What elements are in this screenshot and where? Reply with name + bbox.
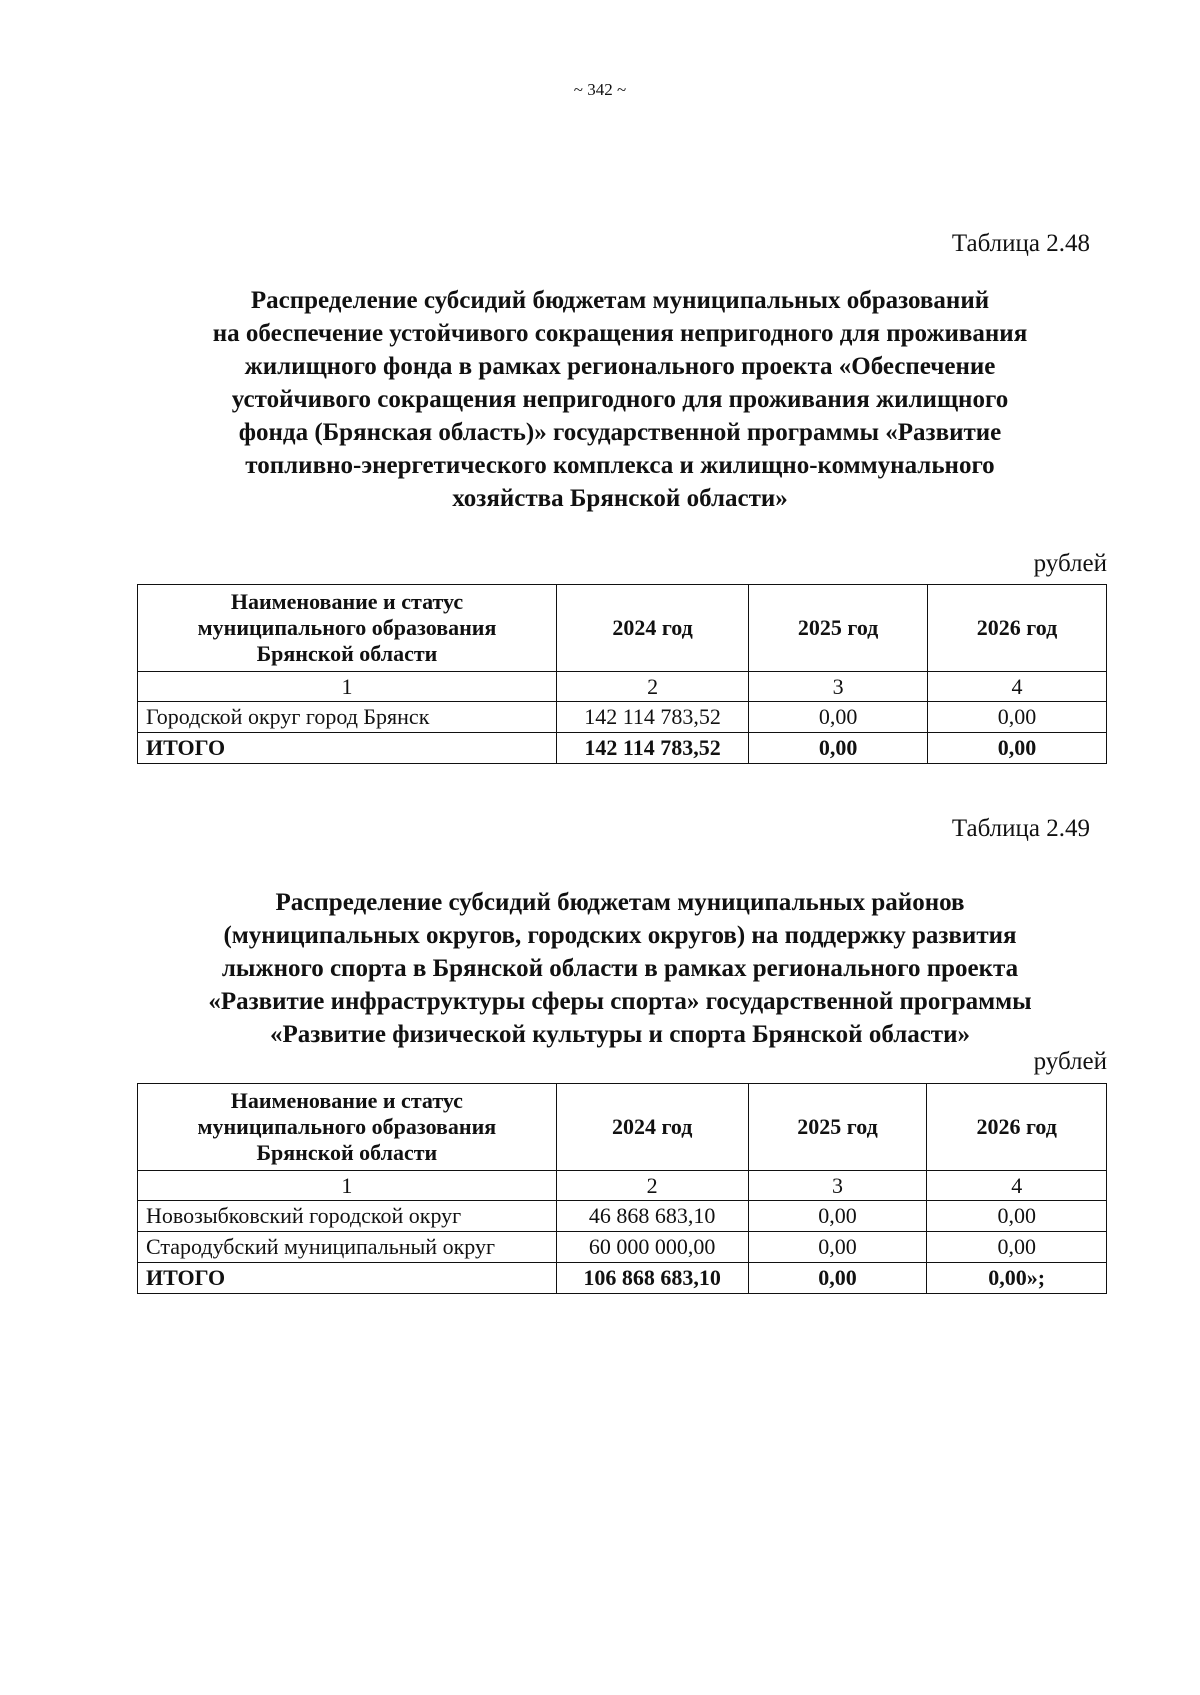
value-2025: 0,00 [748, 1232, 927, 1263]
title-line: (муниципальных округов, городских округов) на поддержку развития [223, 922, 1017, 949]
table-title-2-48 [120, 284, 1120, 515]
header-name-line: Брянской области [256, 641, 438, 666]
municipality-name: Новозыбковский городской округ [138, 1201, 557, 1232]
total-row [138, 733, 1107, 764]
title-line: «Развитие инфраструктуры сферы спорта» государственной программы [208, 988, 1032, 1015]
total-2025: 0,00 [748, 1263, 927, 1294]
value-2026: 0,00 [928, 702, 1107, 733]
header-name-line: муниципального образования [197, 1114, 497, 1139]
table-label-2-49: Таблица 2.49 [951, 815, 1090, 842]
title-line: устойчивого сокращения непригодного для проживания жилищного [231, 386, 1009, 413]
header-2024: 2024 год [556, 1084, 748, 1171]
column-index: 2 [556, 1171, 748, 1201]
unit-label: рублей [1033, 550, 1107, 577]
table-row [138, 702, 1107, 733]
header-2024: 2024 год [557, 585, 749, 672]
page-number: ~ 342 ~ [573, 80, 627, 99]
table-header-row [138, 585, 1107, 672]
value-2025: 0,00 [748, 1201, 927, 1232]
total-2024: 106 868 683,10 [556, 1263, 748, 1294]
title-line: на обеспечение устойчивого сокращения непригодного для проживания [212, 320, 1028, 347]
column-index: 3 [749, 672, 928, 702]
value-2024: 142 114 783,52 [557, 702, 749, 733]
column-index: 1 [138, 1171, 557, 1201]
subsidy-table-2-48 [137, 584, 1107, 764]
title-line: Распределение субсидий бюджетам муниципальных районов [275, 889, 965, 916]
column-index: 3 [748, 1171, 927, 1201]
header-name [138, 585, 557, 672]
column-index-row [138, 1171, 1107, 1201]
value-2025: 0,00 [749, 702, 928, 733]
column-index: 4 [927, 1171, 1107, 1201]
header-name-line: Брянской области [256, 1140, 438, 1165]
municipality-name: Стародубский муниципальный округ [138, 1232, 557, 1263]
title-line: лыжного спорта в Брянской области в рамках регионального проекта [221, 955, 1019, 982]
total-label: ИТОГО [138, 733, 557, 764]
table-header-row [138, 1084, 1107, 1171]
municipality-name: Городской округ город Брянск [138, 702, 557, 733]
column-index-row [138, 672, 1107, 702]
header-2026: 2026 год [928, 585, 1107, 672]
column-index: 1 [138, 672, 557, 702]
title-line: «Развитие физической культуры и спорта Брянской области» [269, 1021, 970, 1048]
total-label: ИТОГО [138, 1263, 557, 1294]
total-2025: 0,00 [749, 733, 928, 764]
title-line: хозяйства Брянской области» [452, 485, 788, 512]
value-2024: 46 868 683,10 [556, 1201, 748, 1232]
total-row [138, 1263, 1107, 1294]
total-2024: 142 114 783,52 [557, 733, 749, 764]
subsidy-table-2-49 [137, 1083, 1107, 1294]
header-2025: 2025 год [748, 1084, 927, 1171]
column-index: 4 [928, 672, 1107, 702]
unit-label: рублей [1033, 1048, 1107, 1075]
title-line: жилищного фонда в рамках регионального проекта «Обеспечение [244, 353, 996, 380]
value-2024: 60 000 000,00 [556, 1232, 748, 1263]
table-title-2-49 [120, 886, 1120, 1051]
title-line: фонда (Брянская область)» государственной программы «Развитие [238, 419, 1002, 446]
value-2026: 0,00 [927, 1232, 1107, 1263]
header-name-line: муниципального образования [197, 615, 497, 640]
title-line: топливно-энергетического комплекса и жилищно-коммунального [245, 452, 995, 479]
title-line: Распределение субсидий бюджетам муниципальных образований [250, 287, 990, 314]
header-name [138, 1084, 557, 1171]
table-row [138, 1201, 1107, 1232]
header-name-line: Наименование и статус [230, 589, 464, 614]
column-index: 2 [557, 672, 749, 702]
total-2026: 0,00»; [927, 1263, 1107, 1294]
header-2025: 2025 год [749, 585, 928, 672]
header-name-line: Наименование и статус [230, 1088, 463, 1113]
header-2026: 2026 год [927, 1084, 1107, 1171]
total-2026: 0,00 [928, 733, 1107, 764]
table-label-2-48: Таблица 2.48 [951, 230, 1090, 257]
value-2026: 0,00 [927, 1201, 1107, 1232]
table-row [138, 1232, 1107, 1263]
